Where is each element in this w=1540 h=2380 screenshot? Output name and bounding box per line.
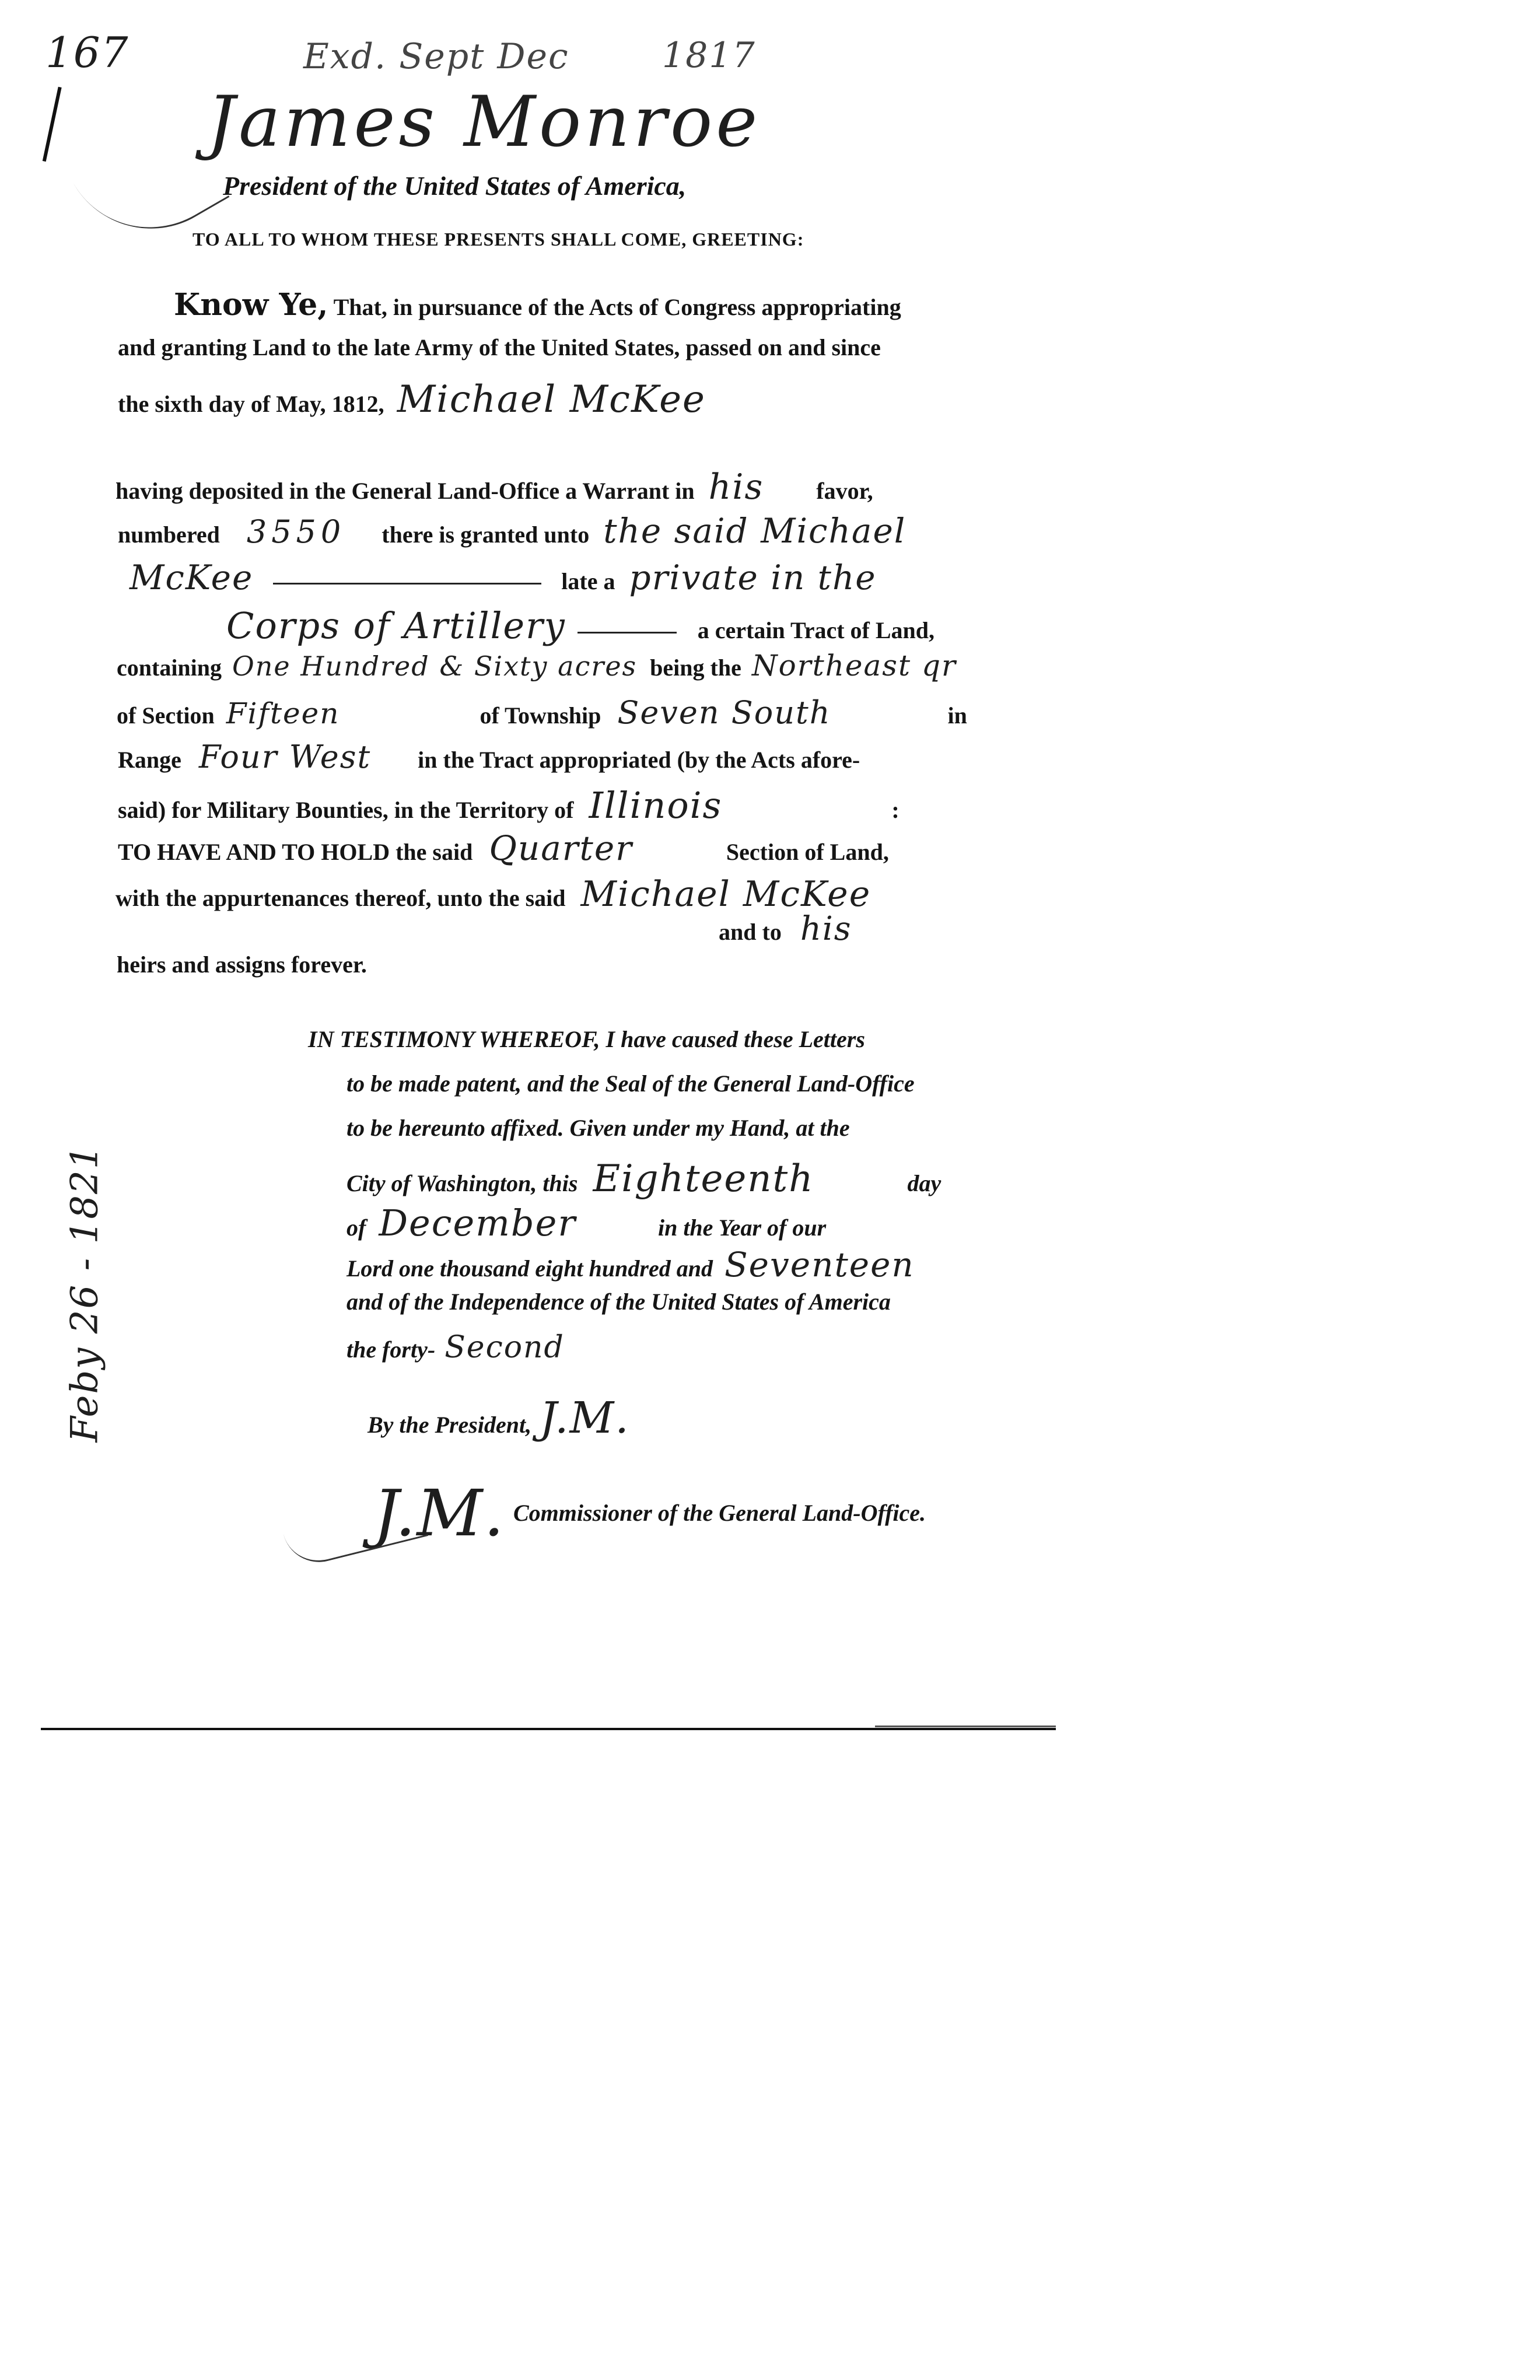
day-handwritten: Eighteenth (593, 1157, 814, 1200)
testimony-line-6 (346, 1245, 915, 1284)
fill-line (273, 583, 541, 584)
body-line-13 (116, 874, 871, 915)
body-line-1 (174, 287, 901, 323)
body-line-14 (719, 910, 852, 948)
body-text: That, in pursuance of the Acts of Congress appropriating (333, 294, 901, 320)
tract-type: Quarter (489, 828, 633, 868)
year-handwritten: Seventeen (724, 1245, 915, 1284)
by-the-president (368, 1393, 630, 1443)
body-line-5 (118, 511, 906, 551)
margin-endorsement-year: 1817 (662, 35, 756, 76)
body-line-11 (118, 784, 900, 827)
testimony-text: day (907, 1170, 942, 1196)
body-text: having deposited in the General Land-Office a Warrant in (116, 478, 695, 504)
military-corps: Corps of Artillery (226, 604, 566, 647)
quarter-designation: Northeast qr (751, 649, 957, 682)
body-text: in (947, 702, 967, 729)
know-ye-blackletter: Know Ye, (174, 287, 328, 323)
commissioner-title: Commissioner of the General Land-Office. (513, 1500, 926, 1526)
testimony-text: in the Year of our (657, 1214, 827, 1241)
testimony-line-8 (346, 1330, 565, 1365)
body-text: Range (118, 747, 181, 773)
testimony-line-5 (346, 1202, 826, 1244)
president-title: President of the United States of America, (223, 171, 687, 201)
section-number: Fifteen (226, 696, 340, 730)
margin-check-mark (43, 87, 73, 164)
body-text: : (891, 797, 900, 823)
body-text: with the appurtenances thereof, unto the said (116, 885, 566, 911)
body-text: and to (719, 919, 782, 945)
testimony-text: City of Washington, this (346, 1170, 578, 1196)
body-text: being the (650, 654, 741, 681)
soldier-rank: private in the (629, 558, 877, 597)
commissioner-flourish (284, 1500, 428, 1570)
testimony-text: the forty- (346, 1336, 436, 1363)
body-line-8 (117, 649, 957, 682)
body-text: of Township (480, 702, 601, 729)
testimony-line-2: to be made patent, and the Seal of the General Land-Office (346, 1070, 915, 1097)
body-text: numbered (118, 522, 220, 548)
grantee-name: Michael McKee (397, 378, 706, 421)
acreage: One Hundred & Sixty acres (232, 650, 638, 682)
greeting-line: TO ALL TO WHOM THESE PRESENTS SHALL COME, GREETING: (192, 229, 804, 250)
ordinal-handwritten: Second (444, 1330, 565, 1365)
body-text: Section of Land, (726, 839, 889, 865)
testimony-text: Lord one thousand eight hundred and (346, 1255, 713, 1282)
margin-side-note: Feby 26 - 1821 (63, 1144, 107, 1443)
body-line-4 (116, 467, 873, 508)
body-text: late a (561, 568, 615, 594)
pronoun-his: his (708, 467, 764, 508)
body-text: the sixth day of May, 1812, (118, 391, 384, 417)
bottom-rule-shadow (875, 1726, 1056, 1727)
margin-endorsement: Exd. Sept Dec (303, 36, 569, 77)
body-text: TO HAVE AND TO HOLD the said (118, 839, 473, 865)
testimony-text: By the President, (368, 1412, 532, 1438)
testimony-text: of (346, 1214, 366, 1241)
testimony-line-7: and of the Independence of the United States of America (346, 1289, 891, 1315)
body-line-12 (118, 828, 889, 868)
testimony-line-3: to be hereunto affixed. Given under my Hand, at the (346, 1115, 850, 1141)
month-handwritten: December (379, 1202, 576, 1244)
body-line-3 (118, 378, 706, 421)
holder-name: Michael McKee (580, 874, 872, 915)
range-number: Four West (198, 738, 372, 775)
granted-unto-name: the said Michael (603, 511, 907, 551)
body-text: containing (117, 654, 222, 681)
body-text: there is granted unto (382, 522, 590, 548)
township-number: Seven South (617, 694, 831, 731)
pronoun-his-2: his (800, 910, 852, 948)
body-line-10 (118, 738, 860, 775)
testimony-line-4 (346, 1157, 941, 1200)
testimony-line-1: IN TESTIMONY WHEREOF, I have caused these Letters (308, 1026, 865, 1052)
body-line-6 (130, 558, 877, 597)
president-signature: James Monroe (207, 82, 761, 163)
commissioner-initials: J.M. (373, 1476, 506, 1550)
president-initials: J.M. (540, 1393, 630, 1443)
margin-file-number: 167 (46, 28, 130, 77)
grantee-name-continued: McKee (130, 558, 254, 597)
bottom-rule (41, 1728, 1056, 1730)
fill-line (578, 632, 677, 634)
body-line-7 (226, 604, 935, 647)
body-text: in the Tract appropriated (by the Acts afore- (418, 747, 860, 773)
body-line-15: heirs and assigns forever. (117, 951, 367, 978)
body-text: of Section (117, 702, 215, 729)
body-text: a certain Tract of Land, (697, 617, 935, 643)
territory-name: Illinois (589, 784, 723, 827)
warrant-number: 3550 (246, 513, 346, 550)
body-text: said) for Military Bounties, in the Territory of (118, 797, 574, 823)
body-text: favor, (816, 478, 873, 504)
body-line-2: and granting Land to the late Army of the United States, passed on and since (118, 334, 881, 360)
body-line-9 (117, 694, 967, 731)
